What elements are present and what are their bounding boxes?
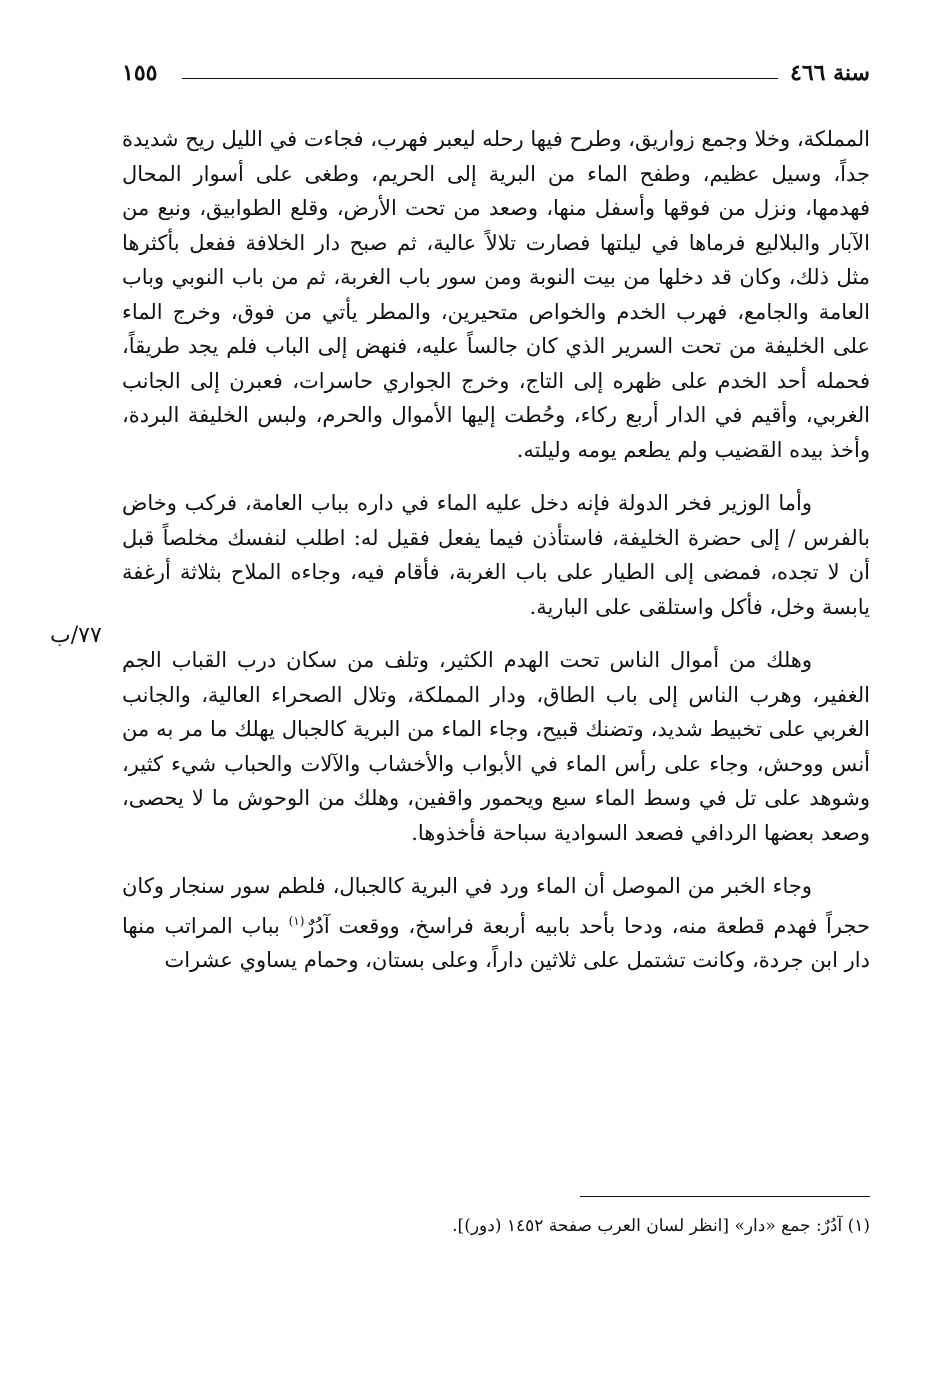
paragraph-4-part-1: وجاء الخبر من الموصل أن الماء ورد في البرية كالجبال، فلطم سور سنجار وكان حجراً فهدم قطعة منه، ودحا بأحد بابيه أربعة فراسخ، ووقعت آدُرٌ [122, 874, 870, 938]
page-number: ١٥٥ [122, 60, 158, 86]
paragraph-1: المملكة، وخلا وجمع زواريق، وطرح فيها رحله ليعبر فهرب، فجاءت في الليل ريح شديدة جداً، وسيل عظيم، وطفح الماء من البرية إلى الحريم، وطغى على أسوار المحال فهدمها، ونزل من فوقها وأسفل منها، وصعد من تحت الأرض، وقلع الطوابيق، ونبع من الآبار والبلاليع فرماها في ليلتها فصارت تلالاً عالية، ثم صبح دار الخلافة ففعل بأكثرها مثل ذلك، وكان قد دخلها من بيت النوبة ومن سور باب الغربة، ثم من باب النوبي وباب العامة والجامع، فهرب الخدم والخواص متحيرين، والمطر يأتي من فوق، وخرج الماء على الخليفة من تحت السرير الذي كان جالساً عليه، فنهض إلى الباب فلم يجد طريقاً، فحمله أحد الخدم على ظهره إلى التاج، وخرج الجواري حاسرات، فعبرن إلى الجانب الغربي، وأقيم في الدار أربع ركاء، وحُطت إليها الأموال والحرم، ولبس الخليفة البردة، وأخذ بيده القضيب ولم يطعم يومه وليلته. [122, 127, 870, 462]
paragraph-2: وأما الوزير فخر الدولة فإنه دخل عليه الماء في داره بباب العامة، فركب وخاض بالفرس / إلى حضرة الخليفة، فاستأذن فيما يفعل فقيل له: اطلب لنفسك مخلصاً قبل أن لا تجده، فمضى إلى الطيار على باب الغربة، فأقام فيه، وجاءه الملاح بثلاثة أرغفة يابسة وخل، فأكل واستلقى على البارية. [122, 491, 870, 619]
footnote-reference: (١) [288, 913, 305, 928]
header-year: سنة ٤٦٦ [790, 60, 870, 86]
header-rule [182, 78, 778, 79]
paragraph-4 [122, 869, 870, 978]
paragraph-3: وهلك من أموال الناس تحت الهدم الكثير، وتلف من سكان درب القباب الجم الغفير، وهرب الناس إلى باب الطاق، ودار المملكة، وتلال الصحراء العالية، والجانب الغربي على تخبيط شديد، وتضنك قبيح، وجاء الماء من البرية كالجبال يهلك ما مر به من أنس ووحش، وجاء على رأس الماء في الأبواب والأخشاب والآلات والحباب شيء كثير، وشوهد على تل في وسط الماء سبع ويحمور واقفين، وهلك من الوحوش ما لا يحصى، وصعد بعضها الردافي فصعد السوادية سباحة فأخذوها. [122, 648, 870, 845]
footnote-divider [580, 1196, 870, 1197]
main-text [122, 122, 870, 997]
running-header [122, 58, 870, 92]
footnote: (١) آدُرٌ: جمع «دار» [انظر لسان العرب صفحة ١٤٥٢ (دور)]. [452, 1216, 870, 1236]
manuscript-folio-note: ٧٧/ب [50, 623, 102, 648]
paragraph-4-part-2: بباب المراتب منها دار ابن جردة، وكانت تشتمل على ثلاثين داراً، وعلى بستان، وحمام يساوي عشرات [122, 913, 870, 972]
